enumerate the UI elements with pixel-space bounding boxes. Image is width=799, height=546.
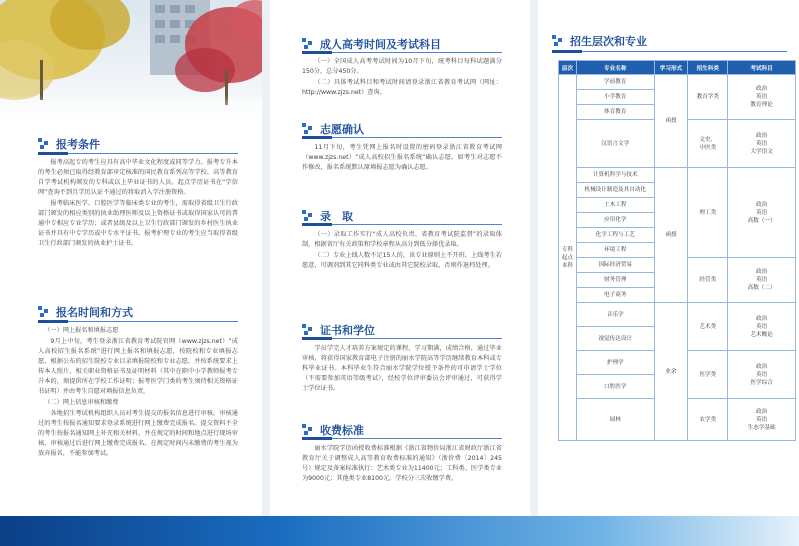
section-title-registration	[38, 304, 133, 320]
category-cell: 经管类	[688, 258, 728, 303]
subject-cell: 政治 英语 医学综合	[728, 351, 796, 399]
major-cell: 视觉传达设计	[576, 327, 654, 351]
column-header: 专业名称	[576, 61, 654, 75]
paragraph: 9月上中旬，考生登录浙江省教育考试院官网（www.zjzs.net）“成人高校招生报名系统”进行网上报名和填报志愿，按院校和专业填报志愿，根据公布的招生院校专业目录填报院校和专业志愿，并按系统要求上传本人照片、相关职业资格证书及证明材料（其中在职中小学教师报考专升本的，须提供所在学校工作证明；报考医学门类的考生须持相关资格证书证明）并由考生自愿对填报信息负责。	[38, 338, 238, 395]
section-title-text: 报考条件	[56, 138, 100, 151]
table-row	[559, 168, 796, 183]
major-cell: 口腔医学	[576, 375, 654, 399]
paragraph: 各地招生考试机构组织人员对考生提交的报名信息进行审核。审核通过的考生按报名通知要求登录系统进行网上缴费完成报名。提交资料不全的考生按报名通知网上补充相关材料，并在规定的时间和地点进行现场审核，审核通过后进行网上缴费完成报名。在规定时间内未缴费的考生视为放弃报名，不能参加考试。	[38, 410, 238, 457]
major-cell: 护理学	[576, 351, 654, 375]
middle-panel	[270, 0, 530, 516]
column-header: 招生科类	[688, 61, 728, 75]
subject-cell: 政治 英语 高数（二）	[728, 258, 796, 303]
section-title-text: 录 取	[320, 210, 353, 223]
paragraph: 报考临床医学、口腔医学等临床类专业的考生，需取得省级卫生行政部门颁发的相应类别的执业助理医师及以上资格证书或取得国家认可的普通中专相应专业学历；或者县级及以上卫生行政部门颁发的乡村医生执业证书并具有中专学历或中专水平证书。报考护理专业的考生应当取得省级卫生行政部门颁发的执业护士证书。	[38, 200, 238, 247]
subject-cell: 政治 英语 教育理论	[728, 75, 796, 120]
sub-heading: （一）网上报名和填报志愿	[44, 327, 119, 334]
paragraph: （二）专业上线人数不足15人的，该专业原则上不开班。上线考生若愿意，可调剂到其它同科类专业或由其它院校录取，否则作退档处理。	[302, 252, 502, 269]
sub-heading: （二）网上信息审核和缴费	[44, 399, 119, 406]
major-cell: 机械设计制造及其自动化	[576, 183, 654, 198]
paragraph: （二）具体考试科目和考试时间请登录浙江省教育考试网（网址：http://www.zjzs.net）查询。	[302, 79, 502, 96]
subject-cell: 政治 英语 大学语文	[728, 120, 796, 168]
registration-body	[38, 326, 238, 460]
category-cell: 农学类	[688, 399, 728, 441]
major-cell: 电子商务	[576, 288, 654, 303]
section-title-exam-time	[302, 36, 441, 52]
section-title-majors	[552, 33, 647, 49]
certificate-body	[302, 344, 502, 395]
major-cell: 园林	[576, 399, 654, 441]
paragraph: 丽水学院学历函授收费标准根据《浙江省物价局浙江省财政厅浙江省教育厅关于调整成人高等教育收费标准的通知》（浙价费〔2014〕245号）规定及备案标准执行：艺术类专业为11400元；工科类、医学类专业为9000元；其他类专业8100元。学校分三次收缴学费。	[302, 445, 502, 482]
column-header: 层次	[559, 61, 577, 75]
right-panel	[538, 0, 799, 516]
section-title-fees	[302, 422, 364, 438]
section-title-text: 志愿确认	[320, 123, 364, 136]
section-divider	[302, 52, 502, 53]
category-cell: 文史、 中医类	[688, 120, 728, 168]
category-cell: 教育学类	[688, 75, 728, 120]
section-dots-icon	[552, 35, 564, 47]
paragraph: 11月下旬，考生凭网上报名时设置的密码登录浙江省教育考试网（www.zjzs.net）“成人高校招生报名系统”确认志愿。如考生对志愿不作修改，报名系统默认原填报志愿为确认志愿。	[302, 144, 502, 171]
major-cell: 小学教育	[576, 90, 654, 105]
section-title-text: 成人高考时间及考试科目	[320, 38, 441, 51]
confirm-body	[302, 143, 502, 174]
admission-body	[302, 230, 502, 272]
section-dots-icon	[38, 138, 50, 150]
category-cell: 医学类	[688, 351, 728, 399]
paragraph: 报考高起专的考生应具有高中毕业文化程度或同等学力。报考专升本的考生必须已取得经教育部审定核准的国民教育系列高等学校、高等教育自学考试机构颁发的专科或以上毕业证书的人员。起点学历证书在“学信网”查询不到且学历认证不通过的将取消入学注册资格。	[38, 159, 238, 196]
table-row	[559, 303, 796, 327]
paragraph: （一）录取工作实行“成人高校负责、省教育考试院监督”的录取体制，根据省厅有关政策和学校章程从高分到低分择优录取。	[302, 231, 502, 248]
major-cell: 音乐学	[576, 303, 654, 327]
section-divider	[552, 51, 787, 52]
majors-table	[558, 60, 796, 441]
section-dots-icon	[302, 123, 314, 135]
major-cell: 化学工程与工艺	[576, 228, 654, 243]
section-divider	[302, 137, 502, 138]
subject-cell: 政治 英语 艺术概论	[728, 303, 796, 351]
section-title-text: 报名时间和方式	[56, 306, 133, 319]
table-header-row	[559, 61, 796, 75]
table-row	[559, 75, 796, 90]
section-divider	[302, 224, 502, 225]
section-dots-icon	[302, 424, 314, 436]
campus-photo	[0, 0, 262, 125]
left-panel	[0, 0, 262, 516]
column-header: 考试科目	[728, 61, 796, 75]
form-cell: 函授	[654, 168, 688, 303]
section-title-admission	[302, 208, 353, 224]
major-cell: 体育教育	[576, 105, 654, 120]
major-cell: 汉语言文学	[576, 120, 654, 168]
fees-body	[302, 444, 502, 485]
section-divider	[38, 321, 238, 322]
section-dots-icon	[38, 306, 50, 318]
footer-band	[0, 516, 799, 546]
section-dots-icon	[302, 38, 314, 50]
section-dots-icon	[302, 210, 314, 222]
subject-cell: 政治 英语 生态学基础	[728, 399, 796, 441]
major-cell: 环境工程	[576, 243, 654, 258]
section-title-confirm	[302, 121, 364, 137]
level-cell: 专科 起点 本科	[559, 75, 577, 441]
subject-cell: 政治 英语 高数（一）	[728, 168, 796, 258]
requirements-body	[38, 158, 238, 250]
section-title-requirements	[38, 136, 100, 152]
major-cell: 计算机科学与技术	[576, 168, 654, 183]
major-cell: 学前教育	[576, 75, 654, 90]
section-title-text: 收费标准	[320, 424, 364, 437]
section-title-text: 证书和学位	[320, 324, 375, 337]
form-cell: 业余	[654, 303, 688, 441]
section-divider	[302, 338, 502, 339]
section-title-text: 招生层次和专业	[570, 35, 647, 48]
section-divider	[302, 438, 502, 439]
major-cell: 土木工程	[576, 198, 654, 213]
category-cell: 理工类	[688, 168, 728, 258]
exam-time-body	[302, 57, 502, 99]
major-cell: 国际经济贸易	[576, 258, 654, 273]
section-divider	[38, 153, 238, 154]
major-cell: 应用化学	[576, 213, 654, 228]
paragraph: （一）全国成人高考考试时间为10月下旬，统考科目每科试题满分150分，总分450分。	[302, 58, 502, 75]
column-header: 学习形式	[654, 61, 688, 75]
section-title-certificate	[302, 322, 375, 338]
category-cell: 艺术类	[688, 303, 728, 351]
major-cell: 财务管理	[576, 273, 654, 288]
section-dots-icon	[302, 324, 314, 336]
paragraph: 学员学完人才培养方案规定的课程，学习期满，成绩合格，通过毕业审核，将获得国家教育部电子注册的丽水学院高等学历继续教育本科或专科毕业证书。本科毕业生符合丽水学院学位授予条件的可申请学士学位（不需要参加英语等级考试），经校学位评审委员会评审通过，可获得学士学位证书。	[302, 345, 502, 392]
form-cell: 函授	[654, 75, 688, 168]
